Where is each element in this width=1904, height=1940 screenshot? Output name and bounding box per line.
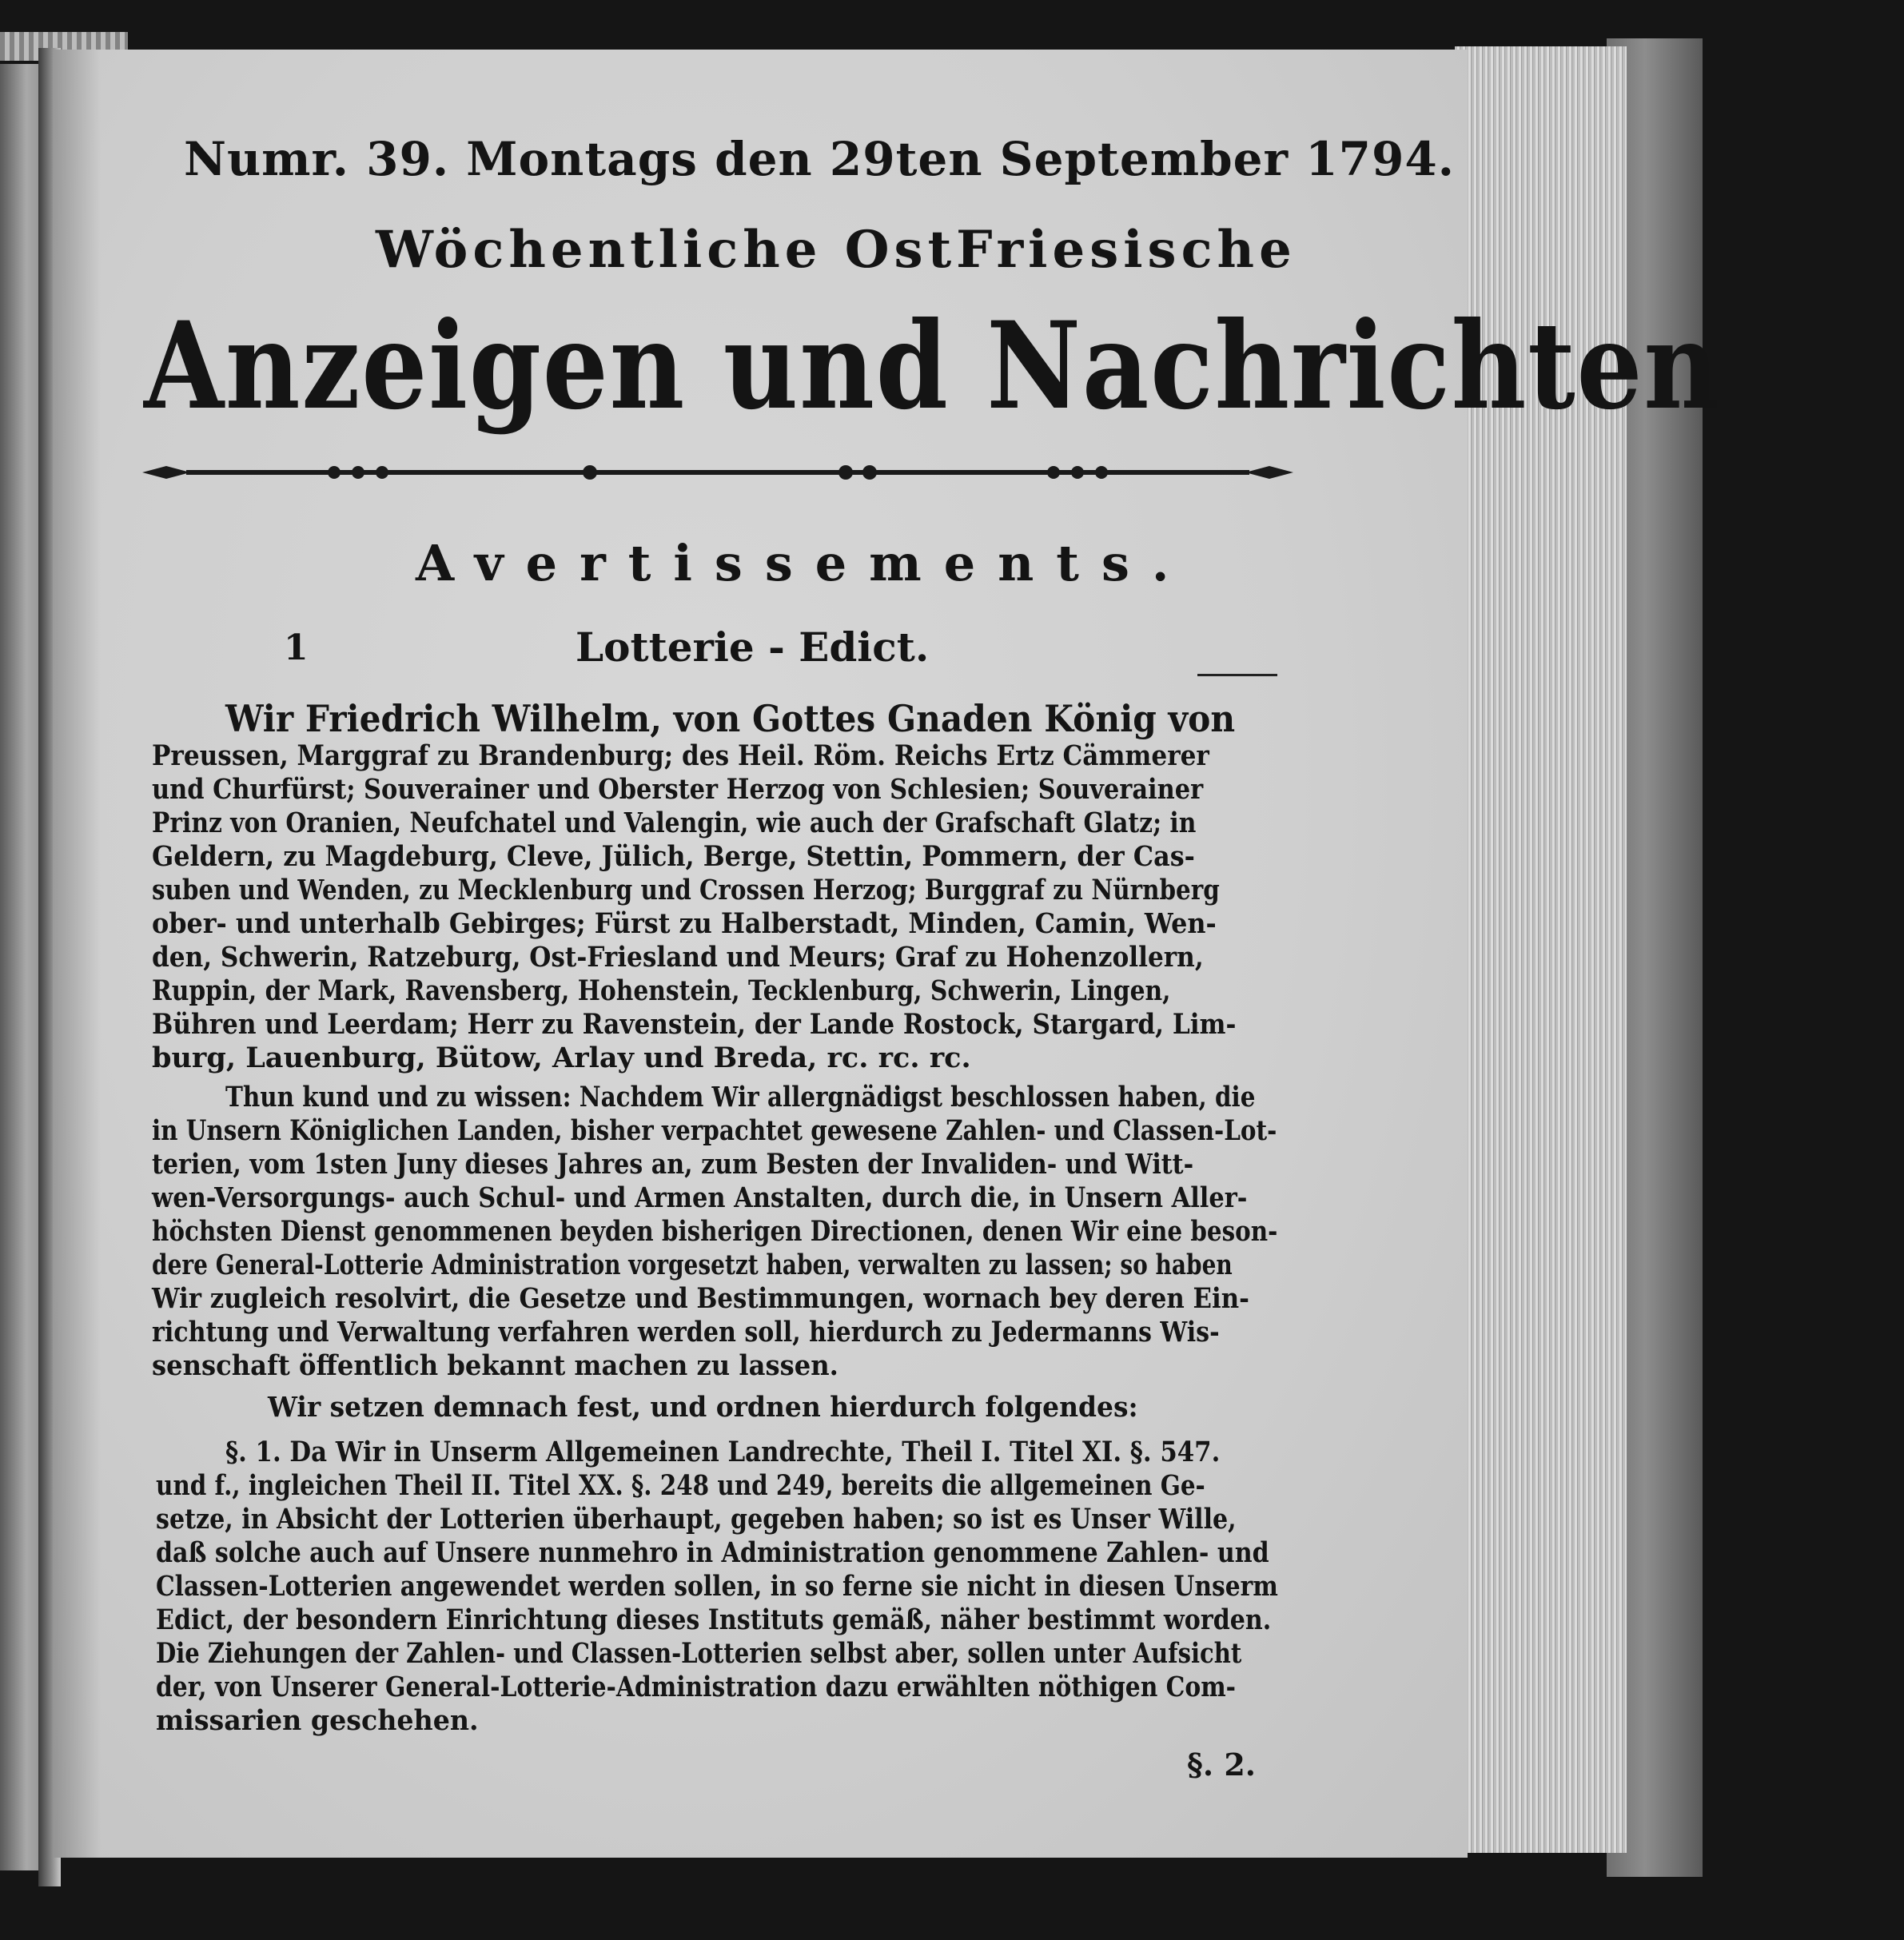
body-line: Die Ziehungen der Zahlen- und Classen-Lotterien selbst aber, sollen unter Aufsicht (156, 1637, 1242, 1670)
body-line: Prinz von Oranien, Neufchatel und Valengin, wie auch der Grafschaft Glatz; in (152, 807, 1197, 839)
body-line: daß solche auch auf Unsere nunmehro in Administration genommene Zahlen- und (156, 1536, 1269, 1569)
body-line: burg, Lauenburg, Bütow, Arlay und Breda, rc. rc. rc. (152, 1042, 971, 1074)
section-heading: Avertissements. (416, 534, 1192, 592)
body-line: senschaft öffentlich bekannt machen zu lassen. (152, 1349, 838, 1382)
body-line: in Unsern Königlichen Landen, bisher verpachtet gewesene Zahlen- und Classen-Lot- (152, 1114, 1277, 1147)
body-line: den, Schwerin, Ratzeburg, Ost-Friesland und Meurs; Graf zu Hohenzollern, (152, 941, 1204, 974)
body-line: Thun kund und zu wissen: Nachdem Wir allergnädigst beschlossen haben, die (225, 1081, 1256, 1113)
body-line: §. 1. Da Wir in Unserm Allgemeinen Landrechte, Theil I. Titel XI. §. 547. (225, 1436, 1221, 1468)
body-line: setze, in Absicht der Lotterien überhaupt, gegeben haben; so ist es Unser Wille, (156, 1503, 1237, 1536)
body-line: missarien geschehen. (156, 1704, 479, 1737)
masthead-title: Anzeigen und Nachrichten (144, 296, 1720, 436)
body-line: Bühren und Leerdam; Herr zu Ravenstein, der Lande Rostock, Stargard, Lim- (152, 1008, 1237, 1041)
masthead-subtitle: Wöchentliche OstFriesische (376, 220, 1297, 280)
body-line: Wir setzen demnach fest, und ordnen hierdurch folgendes: (268, 1391, 1138, 1424)
body-line: wen-Versorgungs- auch Schul- und Armen Anstalten, durch die, in Unsern Aller- (152, 1181, 1248, 1214)
body-line: und f., ingleichen Theil II. Titel XX. §. 248 und 249, bereits die allgemeinen Ge- (156, 1469, 1205, 1502)
body-line: der, von Unserer General-Lotterie-Administration dazu erwählten nöthigen Com- (156, 1671, 1237, 1703)
body-line: dere General-Lotterie Administration vorgesetzt haben, verwalten zu lassen; so haben (152, 1249, 1233, 1281)
body-line: richtung und Verwaltung verfahren werden soll, hierdurch zu Jedermanns Wis- (152, 1316, 1220, 1348)
body-line: Geldern, zu Magdeburg, Cleve, Jülich, Berge, Stettin, Pommern, der Cas- (152, 840, 1195, 873)
catchword: §. 2. (1187, 1747, 1257, 1783)
body-line: Preussen, Marggraf zu Brandenburg; des Heil. Röm. Reichs Ertz Cämmerer (152, 739, 1209, 772)
body-line: Edict, der besondern Einrichtung dieses Instituts gemäß, näher bestimmt worden. (156, 1603, 1272, 1636)
gutter-shadow (53, 50, 101, 1858)
body-line: Ruppin, der Mark, Ravensberg, Hohenstein, Tecklenburg, Schwerin, Lingen, (152, 974, 1171, 1007)
body-line: Classen-Lotterien angewendet werden sollen, in so ferne sie nicht in diesen Unserm (156, 1570, 1278, 1603)
ornamental-divider (142, 461, 1293, 484)
body-line: Wir zugleich resolvirt, die Gesetze und Bestimmungen, wornach bey deren Ein- (152, 1282, 1249, 1315)
body-line: ober- und unterhalb Gebirges; Fürst zu Halberstadt, Minden, Camin, Wen- (152, 907, 1217, 940)
item-number: 1 (284, 627, 309, 668)
body-line: terien, vom 1sten Juny dieses Jahres an, zum Besten der Invaliden- und Witt- (152, 1148, 1194, 1181)
item-title: Lotterie - Edict. (576, 623, 930, 671)
issue-header: Numr. 39. Montags den 29ten September 1794. (184, 132, 1455, 186)
body-line: suben und Wenden, zu Mecklenburg und Crossen Herzog; Burggraf zu Nürnberg (152, 874, 1220, 906)
body-line: und Churfürst; Souverainer und Oberster Herzog von Schlesien; Souverainer (152, 773, 1204, 806)
body-line: Wir Friedrich Wilhelm, von Gottes Gnaden König von (225, 697, 1236, 740)
body-line: höchsten Dienst genommenen beyden bisherigen Directionen, denen Wir eine beson- (152, 1215, 1278, 1248)
short-rule (1197, 674, 1277, 676)
